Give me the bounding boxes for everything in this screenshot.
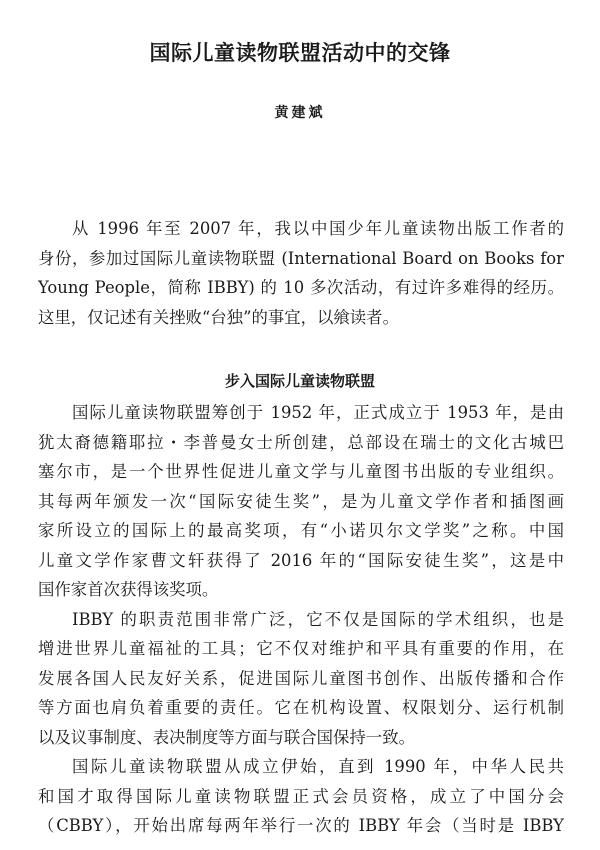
paragraph-line: 以及议事制度、表决制度等方面与联合国保持一致。 [38,727,415,747]
paragraph-line: 等方面也肩负着重要的责任。它在机构设置、权限划分、运行机制 [38,698,564,717]
paragraph-line: 国作家首次获得该奖项。 [38,580,219,599]
paragraph-line: （CBBY），开始出席每两年举行一次的 IBBY 年会（当时是 IBBY [38,816,564,835]
article-title: 国际儿童读物联盟活动中的交锋 [149,41,451,65]
paragraph-line: 发展各国人民友好关系，促进国际儿童图书创作、出版传播和合作 [38,668,564,688]
paragraph-line: 增进世界儿童福祉的工具；它不仅对维护和平具有重要的作用，在 [38,639,564,658]
paragraph-line: 其每两年颁发一次“国际安徒生奖”，是为儿童文学作者和插图画 [38,491,564,511]
paragraph-line: 塞尔市，是一个世界性促进儿童文学与儿童图书出版的专业组织。 [38,462,564,481]
section-heading: 步入国际儿童读物联盟 [224,372,375,390]
paragraph-line: 儿童文学作家曹文轩获得了 2016 年的“国际安徒生奖”，这是中 [38,550,564,570]
paragraph-line: IBBY 的职责范围非常广泛，它不仅是国际的学术组织，也是 [72,609,564,629]
intro-line: Young People，简称 IBBY) 的 10 多次活动，有过许多难得的经历。 [38,278,564,297]
paragraph-line: 国际儿童读物联盟从成立伊始，直到 1990 年，中华人民共 [72,757,564,776]
intro-line: 这里，仅记述有关挫败“台独”的事宜，以飨读者。 [38,307,399,327]
article-author: 黄建斌 [274,105,326,121]
paragraph-line: 和国才取得国际儿童读物联盟正式会员资格，成立了中国分会 [38,786,564,806]
intro-line: 身份，参加过国际儿童读物联盟 (International Board on Books for [38,248,564,268]
intro-line: 从 1996 年至 2007 年，我以中国少年儿童读物出版工作者的 [72,219,564,238]
paragraph-line: 国际儿童读物联盟筹创于 1952 年，正式成立于 1953 年，是由 [72,403,564,422]
paragraph-line: 犹太裔德籍耶拉・李普曼女士所创建，总部设在瑞士的文化古城巴 [38,432,564,452]
paragraph-line: 家所设立的国际上的最高奖项，有“小诺贝尔文学奖”之称。中国 [38,521,564,540]
